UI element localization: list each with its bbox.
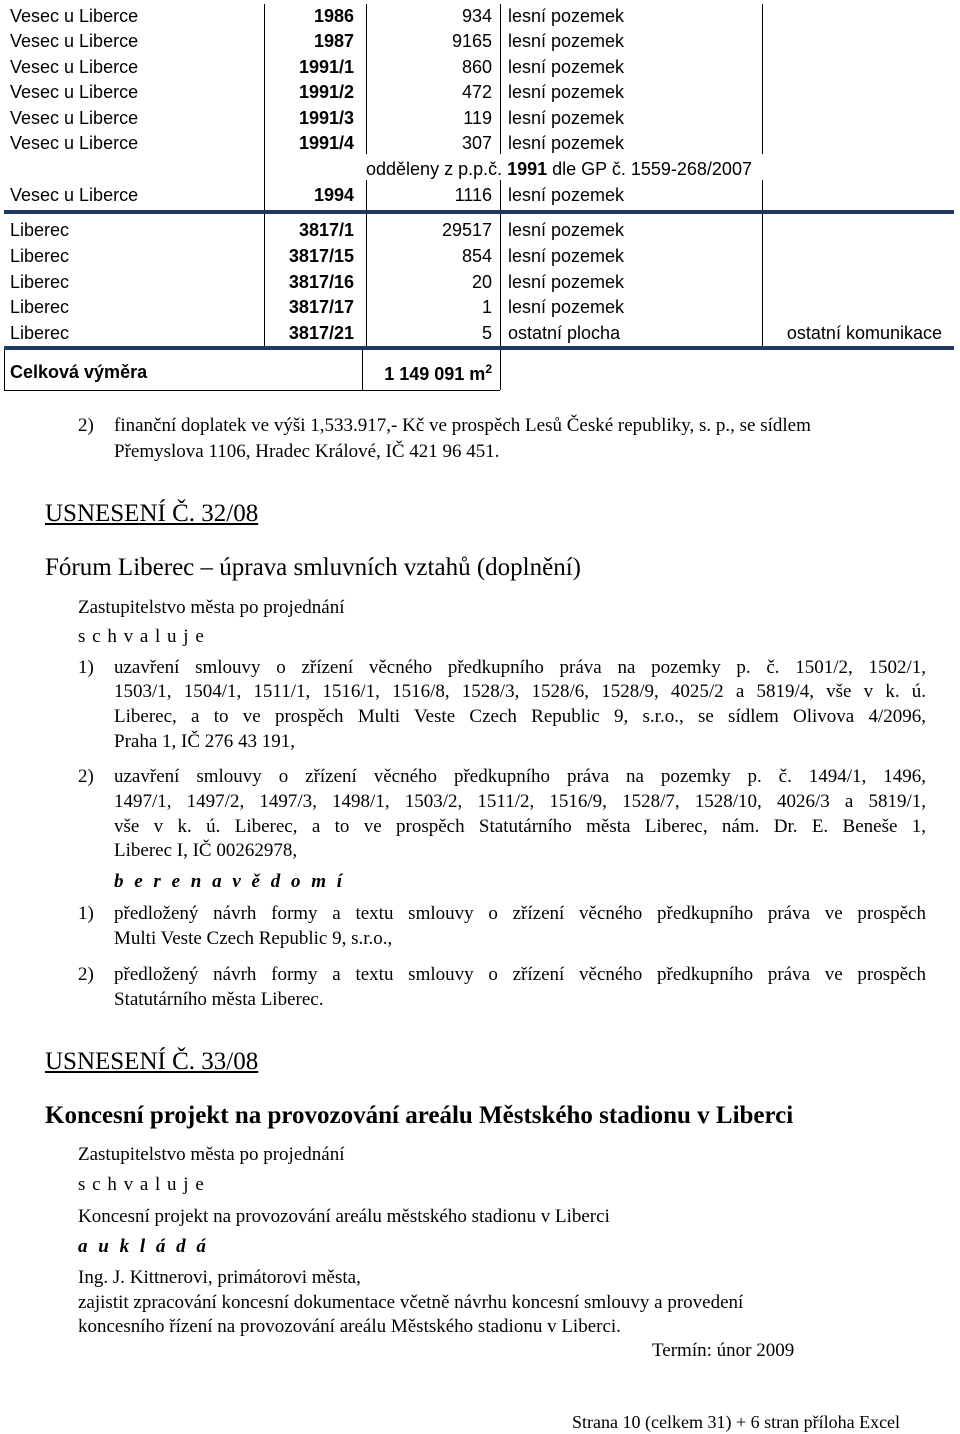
cell-type: lesní pozemek [508,108,625,128]
cell-parcel: 1991/2 [298,82,354,102]
cell-type: lesní pozemek [508,220,625,240]
cell-parcel: 3817/15 [288,246,354,266]
item-text: uzavření smlouvy o zřízení věcného předkupního práva na pozemky p. č. 1494/1, 1496, [114,766,926,787]
cell-cadastre: Vesec u Liberce [10,133,139,153]
notes-keyword: b e r e n a v ě d o m í [114,871,346,892]
resolution-heading: USNESENÍ Č. 33/08 [45,1048,259,1075]
item-text: uzavření smlouvy o zřízení věcného předkupního práva na pozemky p. č. 1501/2, 1502/1, [114,657,926,678]
page-footer: Strana 10 (celkem 31) + 6 stran příloha Excel [572,1412,901,1432]
deadline: Termín: únor 2009 [652,1340,795,1361]
total-value: 1 149 091 $m^2$ [384,362,492,384]
cell-cadastre: Vesec u Liberce [10,6,139,26]
item-number: 2) [78,415,94,436]
item-text: Liberec, a to ve prospěch Multi Veste Czech Republic 9, s.r.o., se sídlem Olivova 4/2096, [114,706,926,727]
item-text: Přemyslova 1106, Hradec Králové, IČ 421 96 451. [114,441,500,462]
cell-parcel: 1991/1 [298,57,354,77]
cell-parcel: 1987 [313,31,354,51]
cell-type: ostatní plocha [508,323,621,343]
item-text: finanční doplatek ve výši 1,533.917,- Kč ve prospěch Lesů České republiky, s. p., se sídlem [114,415,811,436]
item-text: Multi Veste Czech Republic 9, s.r.o., [114,928,393,949]
approved-item: Koncesní projekt na provozování areálu městského stadionu v Liberci [78,1206,610,1227]
item-number: 1) [78,903,94,924]
cell-area: 119 [463,108,492,128]
cell-type: lesní pozemek [508,82,625,102]
cell-type: lesní pozemek [508,6,625,26]
item-number: 2) [78,766,94,787]
cell-type: lesní pozemek [508,133,625,153]
cell-area: 934 [461,6,492,26]
cell-cadastre: Liberec [10,246,70,266]
cell-cadastre: Liberec [10,272,70,292]
item-text: Liberec I, IČ 00262978, [114,840,298,861]
cell-parcel: 3817/17 [288,297,354,317]
cell-parcel: 1991/3 [298,108,354,128]
item-text: vše v k. ú. Liberec, a to ve prospěch Statutárního města Liberec, nám. Dr. E. Beneše 1, [114,816,926,837]
cell-cadastre: Vesec u Liberce [10,108,139,128]
cell-cadastre: Liberec [10,297,70,317]
cell-area: 5 [481,323,492,343]
task-text: koncesního řízení na provozování areálu Městského stadionu v Liberci. [78,1316,621,1337]
cell-area: 9165 [451,31,492,51]
assignee: Ing. J. Kittnerovi, primátorovi města, [78,1267,361,1288]
cell-type: lesní pozemek [508,185,625,205]
council-line: Zastupitelstvo města po projednání [78,597,345,618]
cell-area: 854 [461,246,492,266]
council-line: Zastupitelstvo města po projednání [78,1144,345,1165]
approves-keyword: s c h v a l u j e [78,626,205,647]
cell-area: 1 [481,297,492,317]
item-text: Statutárního města Liberec. [114,989,324,1010]
cell-cadastre: Vesec u Liberce [10,31,139,51]
cell-area: 1116 [454,185,492,205]
cell-cadastre: Vesec u Liberce [10,82,139,102]
cell-parcel: 3817/16 [288,272,354,292]
cell-parcel: 3817/21 [288,323,354,343]
cell-cadastre: Liberec [10,220,70,240]
cell-parcel: 3817/1 [298,220,354,240]
item-text: Praha 1, IČ 276 43 191, [114,731,296,752]
cell-cadastre: Liberec [10,323,70,343]
item-text: předložený návrh formy a textu smlouvy o zřízení věcného předkupního práva ve prospěch [114,903,926,924]
item-text: 1503/1, 1504/1, 1511/1, 1516/1, 1516/8, 1528/3, 1528/6, 1528/9, 4025/2 a 5819/4, vše v k. ú. [114,681,926,702]
group-separator [4,210,954,214]
item-text: předložený návrh formy a textu smlouvy o zřízení věcného předkupního práva ve prospěch [114,964,926,985]
cell-area: 307 [461,133,492,153]
cell-area: 29517 [441,220,492,240]
cell-area: 20 [471,272,492,292]
split-note: odděleny z p.p.č. 1991 dle GP č. 1559-268/2007 [366,159,752,179]
total-label: Celková výměra [10,362,148,382]
item-text: 1497/1, 1497/2, 1497/3, 1498/1, 1503/2, 1511/2, 1516/9, 1528/7, 1528/10, 4026/3 a 5819/1, [114,791,926,812]
cell-type: lesní pozemek [508,31,625,51]
cell-use: ostatní komunikace [786,323,942,343]
item-number: 1) [78,657,94,678]
cell-parcel: 1986 [313,6,354,26]
cell-parcel: 1994 [313,185,354,205]
orders-keyword: a u k l á d á [78,1236,209,1257]
cell-type: lesní pozemek [508,57,625,77]
cell-cadastre: Vesec u Liberce [10,57,139,77]
approves-keyword: s c h v a l u j e [78,1174,205,1195]
cell-parcel: 1991/4 [298,133,354,153]
cell-type: lesní pozemek [508,246,625,266]
resolution-title: Koncesní projekt na provozování areálu Městského stadionu v Liberci [45,1102,794,1129]
cell-type: lesní pozemek [508,272,625,292]
task-text: zajistit zpracování koncesní dokumentace včetně návrhu koncesní smlouvy a provedení [78,1292,744,1313]
resolution-heading: USNESENÍ Č. 32/08 [45,500,259,527]
cell-area: 472 [461,82,492,102]
cell-cadastre: Vesec u Liberce [10,185,139,205]
cell-type: lesní pozemek [508,297,625,317]
item-number: 2) [78,964,94,985]
resolution-title: Fórum Liberec – úprava smluvních vztahů (doplnění) [45,554,581,581]
cell-area: 860 [461,57,492,77]
group-separator [4,346,954,350]
